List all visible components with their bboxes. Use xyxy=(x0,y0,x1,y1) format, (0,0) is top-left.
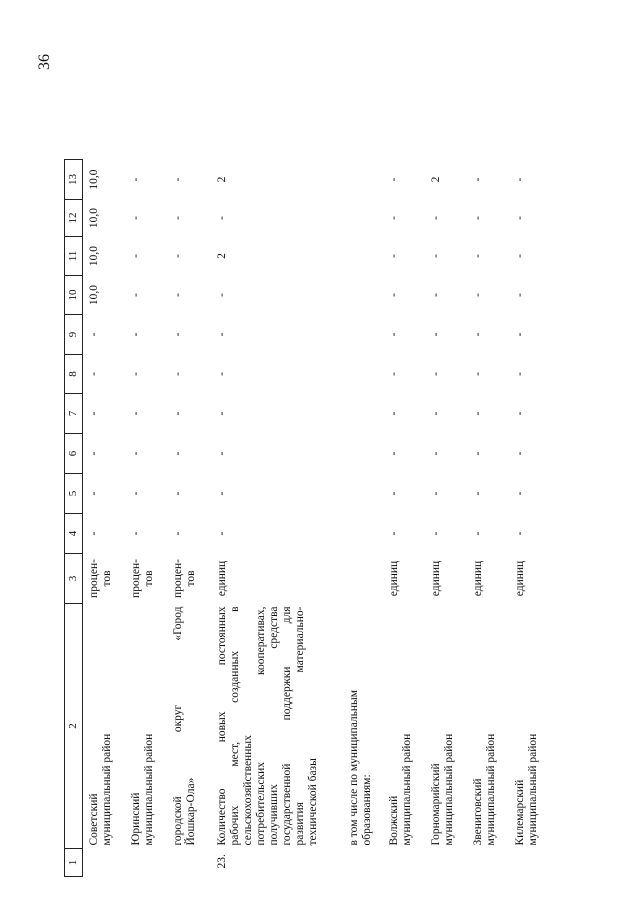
header-cell: 5 xyxy=(65,474,83,514)
indicator-name xyxy=(467,604,509,849)
unit-cell xyxy=(425,554,467,604)
value-cell xyxy=(343,237,383,276)
indicator-name xyxy=(343,604,383,849)
value-cell xyxy=(343,276,383,315)
row-number xyxy=(383,849,425,877)
value-cell xyxy=(343,315,383,355)
value-cell: 2 xyxy=(215,253,228,259)
value-cell: - xyxy=(513,372,526,376)
value-cell: - xyxy=(129,411,142,416)
unit-line: единиц xyxy=(429,560,442,597)
row-number xyxy=(467,849,509,877)
value-cell: - xyxy=(129,531,142,536)
header-cell: 4 xyxy=(65,514,83,554)
value-cell: - xyxy=(471,451,484,456)
page-number: 36 xyxy=(36,54,53,70)
unit-line: единиц xyxy=(471,560,484,597)
value-cell: - xyxy=(171,293,184,297)
header-cell: 3 xyxy=(65,554,83,604)
indicator-name-line: потребительских кооперативах, xyxy=(254,606,267,846)
indicator-name-line: муниципальный район xyxy=(101,733,113,846)
value-cell: - xyxy=(88,372,100,376)
value-cell: - xyxy=(129,451,142,456)
indicator-name xyxy=(167,604,211,849)
value-cell: - xyxy=(129,177,142,182)
unit-cell xyxy=(83,554,125,604)
unit-line: единиц xyxy=(387,560,400,597)
value-cell: - xyxy=(471,177,484,182)
indicator-name-line: муниципальный район xyxy=(142,733,155,846)
value-cell: - xyxy=(215,531,228,536)
value-cell: 10,0 xyxy=(88,245,100,267)
value-cell: - xyxy=(471,491,484,496)
header-cell: 8 xyxy=(65,355,83,394)
table-row xyxy=(343,160,383,877)
value-cell: - xyxy=(387,531,400,536)
value-cell: - xyxy=(513,451,526,456)
value-cell: - xyxy=(129,293,142,297)
table-row xyxy=(83,160,125,877)
unit-line: процен- xyxy=(88,559,100,598)
value-cell: - xyxy=(429,332,442,337)
unit-line: тов xyxy=(101,570,113,587)
unit-line: единиц xyxy=(513,560,526,597)
value-cell: - xyxy=(88,411,100,416)
indicator-name-line: муниципальный район xyxy=(484,733,497,846)
value-cell: - xyxy=(129,254,142,258)
unit-cell xyxy=(383,554,425,604)
value-cell xyxy=(343,355,383,394)
row-number xyxy=(167,849,211,877)
indicator-name-line: Юринский xyxy=(129,792,142,846)
unit-cell xyxy=(509,554,551,604)
table-row xyxy=(383,160,425,877)
header-cell: 9 xyxy=(65,315,83,355)
value-cell: - xyxy=(429,531,442,536)
value-cell: - xyxy=(471,293,484,297)
value-cell: - xyxy=(129,332,142,337)
value-cell: - xyxy=(171,216,184,220)
value-cell: - xyxy=(387,451,400,456)
value-cell: - xyxy=(171,531,184,536)
value-cell: - xyxy=(387,372,400,376)
unit-line: процен- xyxy=(171,559,184,598)
indicator-name xyxy=(383,604,425,849)
indicator-name xyxy=(211,604,343,849)
value-cell: - xyxy=(171,177,184,182)
header-cell: 7 xyxy=(65,394,83,434)
value-cell xyxy=(343,200,383,237)
value-cell: - xyxy=(513,293,526,297)
indicator-name-line: Количество новых постоянных xyxy=(215,606,228,846)
value-cell xyxy=(343,160,383,200)
value-cell: 2 xyxy=(429,176,442,183)
table-row xyxy=(509,160,551,877)
value-cell: - xyxy=(171,411,184,416)
value-cell: - xyxy=(387,254,400,258)
row-number xyxy=(83,849,125,877)
value-cell: - xyxy=(171,254,184,258)
header-row xyxy=(65,160,83,877)
unit-cell xyxy=(343,554,383,604)
unit-cell xyxy=(167,554,211,604)
value-cell: - xyxy=(429,411,442,416)
row-number: 23. xyxy=(215,854,228,869)
value-cell: 2 xyxy=(215,176,228,183)
value-cell: - xyxy=(88,531,100,536)
value-cell xyxy=(343,394,383,434)
value-cell xyxy=(343,514,383,554)
value-cell: - xyxy=(171,451,184,456)
value-cell: - xyxy=(471,254,484,258)
unit-cell xyxy=(211,554,343,604)
value-cell: - xyxy=(387,411,400,416)
unit-line: тов xyxy=(142,570,155,587)
indicator-name-line: Советский xyxy=(88,793,100,846)
indicator-name-line: развития материально- xyxy=(293,606,306,846)
value-cell: - xyxy=(471,411,484,416)
indicator-name-line: городской округ «Город xyxy=(171,606,184,846)
value-cell xyxy=(343,434,383,474)
value-cell: - xyxy=(471,216,484,220)
value-cell: - xyxy=(513,411,526,416)
value-cell: 10,0 xyxy=(88,284,100,306)
indicator-name-line: Горномарийский xyxy=(429,763,442,846)
value-cell: - xyxy=(387,332,400,337)
value-cell: - xyxy=(513,216,526,220)
value-cell: 10,0 xyxy=(88,169,100,190)
value-cell: - xyxy=(88,332,100,337)
indicator-name-line: технической базы xyxy=(306,758,319,846)
value-cell: - xyxy=(387,177,400,182)
unit-line: тов xyxy=(184,570,197,587)
header-cell: 1 xyxy=(65,849,83,877)
indicator-name-line: Килемарский xyxy=(513,779,526,846)
indicator-name-line: рабочих мест, созданных в xyxy=(228,606,241,846)
value-cell: - xyxy=(88,451,100,456)
value-cell: - xyxy=(129,491,142,496)
value-cell: - xyxy=(471,332,484,337)
value-cell: - xyxy=(429,254,442,258)
header-cell: 11 xyxy=(65,237,83,276)
value-cell: - xyxy=(215,293,228,297)
value-cell: - xyxy=(513,254,526,258)
value-cell: - xyxy=(429,451,442,456)
indicator-name-line: в том числе по муниципальным xyxy=(347,689,360,846)
value-cell: - xyxy=(513,332,526,337)
unit-cell xyxy=(125,554,167,604)
table-row xyxy=(467,160,509,877)
value-cell: - xyxy=(471,372,484,376)
value-cell: - xyxy=(215,332,228,337)
row-number xyxy=(509,849,551,877)
indicator-name-line: муниципальный район xyxy=(442,733,455,846)
value-cell: - xyxy=(171,332,184,337)
indicator-name-line: получивших средства xyxy=(267,606,280,846)
table-row xyxy=(167,160,211,877)
value-cell: - xyxy=(129,372,142,376)
header-cell: 2 xyxy=(65,604,83,849)
indicator-name-line: муниципальный район xyxy=(526,733,539,846)
table-body xyxy=(65,160,551,877)
header-cell: 13 xyxy=(65,160,83,200)
value-cell: - xyxy=(171,372,184,376)
unit-line: процен- xyxy=(129,559,142,598)
indicator-name-line: государственной поддержки для xyxy=(280,606,293,846)
indicator-name-line: образованиям: xyxy=(360,774,373,846)
value-cell: 10,0 xyxy=(88,207,100,229)
value-cell: - xyxy=(429,372,442,376)
value-cell: - xyxy=(471,531,484,536)
value-cell: - xyxy=(215,451,228,456)
value-cell: - xyxy=(129,216,142,220)
indicator-name xyxy=(425,604,467,849)
header-cell: 10 xyxy=(65,276,83,315)
value-cell: - xyxy=(215,216,228,220)
value-cell: - xyxy=(429,216,442,220)
indicator-name-line: Звениговский xyxy=(471,778,484,846)
row-number xyxy=(125,849,167,877)
value-cell: - xyxy=(387,216,400,220)
table-row xyxy=(125,160,167,877)
table-row xyxy=(211,160,343,877)
unit-line: единиц xyxy=(215,560,228,597)
header-cell: 12 xyxy=(65,200,83,237)
indicator-name-line: муниципальный район xyxy=(400,733,413,846)
header-cell: 6 xyxy=(65,434,83,474)
indicator-name-line: Волжский xyxy=(387,795,400,846)
value-cell xyxy=(343,474,383,514)
value-cell: - xyxy=(171,491,184,496)
value-cell: - xyxy=(513,177,526,182)
value-cell: - xyxy=(387,293,400,297)
value-cell: - xyxy=(215,411,228,416)
row-number xyxy=(425,849,467,877)
indicator-name-line: сельскохозяйственных xyxy=(241,735,254,846)
value-cell: - xyxy=(215,491,228,496)
row-number xyxy=(343,849,383,877)
indicator-table xyxy=(64,159,551,877)
unit-cell xyxy=(467,554,509,604)
value-cell: - xyxy=(429,491,442,496)
value-cell: - xyxy=(429,293,442,297)
indicator-name xyxy=(83,604,125,849)
indicator-name xyxy=(509,604,551,849)
indicator-name xyxy=(125,604,167,849)
value-cell: - xyxy=(513,531,526,536)
value-cell: - xyxy=(215,372,228,376)
indicator-name-line: Йошкар-Ола» xyxy=(184,777,197,846)
value-cell: - xyxy=(88,491,100,496)
table-row xyxy=(425,160,467,877)
value-cell: - xyxy=(513,491,526,496)
value-cell: - xyxy=(387,491,400,496)
